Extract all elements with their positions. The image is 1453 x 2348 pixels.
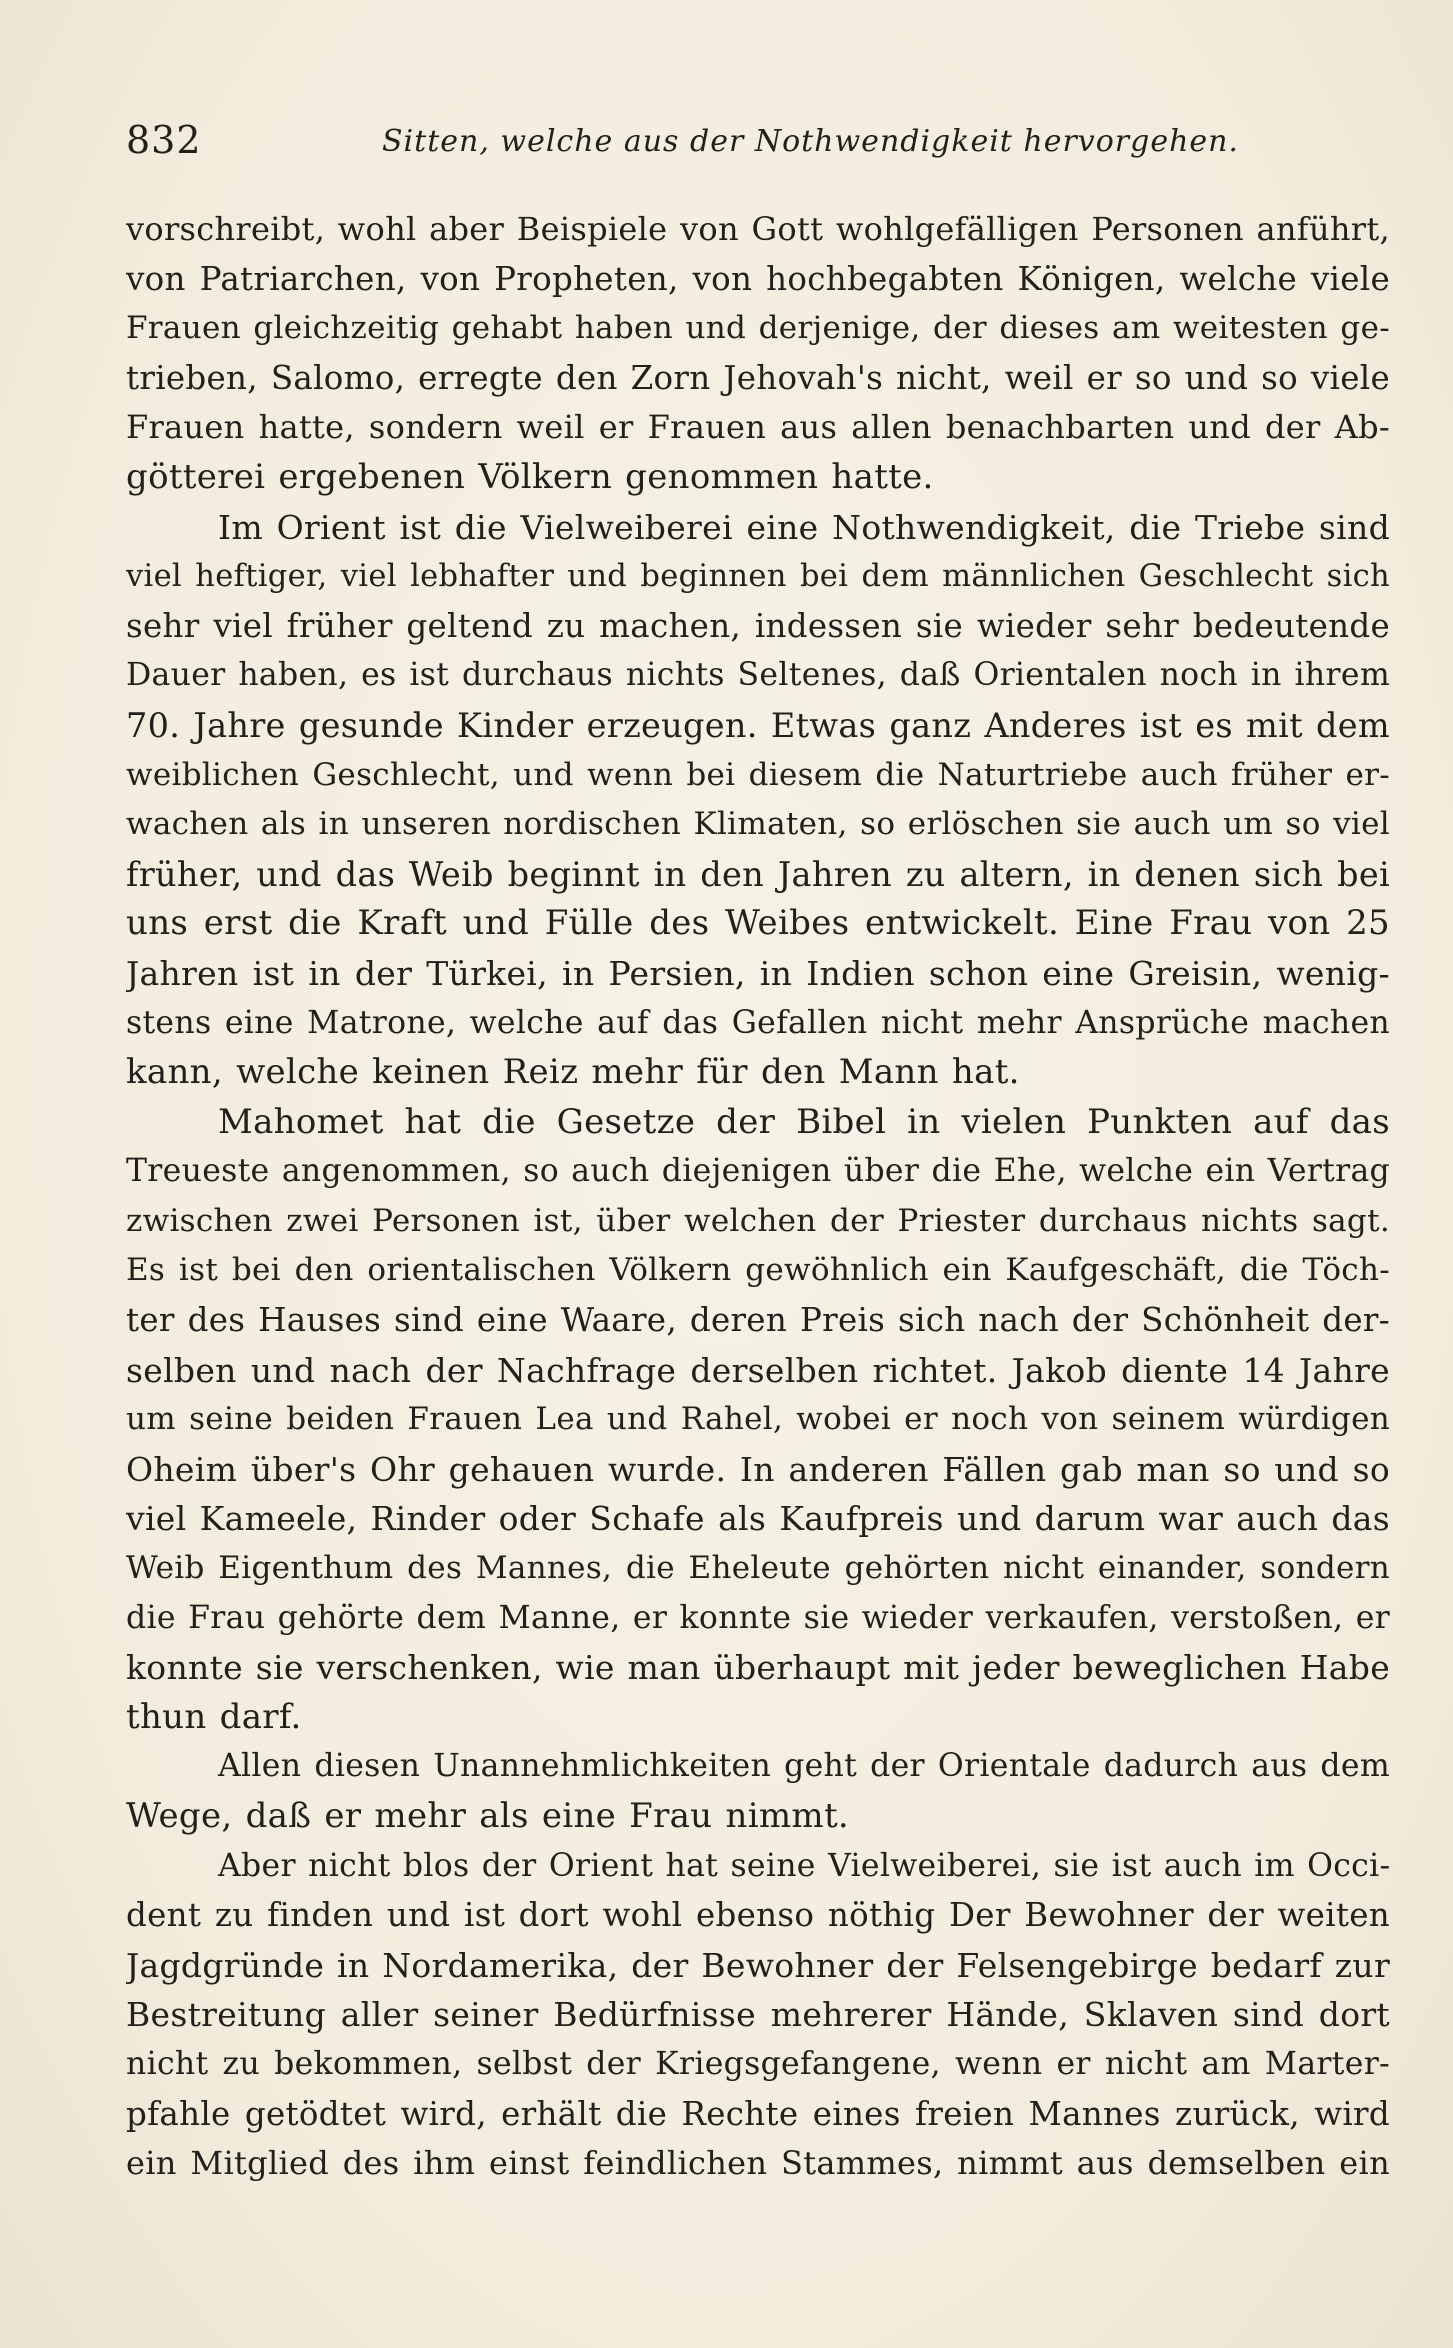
text-line: die Frau gehörte dem Manne, er konnte sie wieder verkaufen, verstoßen, er bbox=[126, 1599, 1390, 1636]
text-line: nicht zu bekommen, selbst der Kriegsgefangene, wenn er nicht am Marter- bbox=[126, 2045, 1390, 2082]
text-line: zwischen zwei Personen ist, über welchen der Priester durchaus nichts sagt. bbox=[126, 1202, 1390, 1239]
text-line: von Patriarchen, von Propheten, von hochbegabten Königen, welche viele bbox=[126, 259, 1390, 298]
text-line: Jahren ist in der Türkei, in Persien, in Indien schon eine Greisin, wenig- bbox=[126, 953, 1390, 993]
text-line: Bestreitung aller seiner Bedürfnisse mehrerer Hände, Sklaven sind dort bbox=[126, 1995, 1390, 2035]
text-line: pfahle getödtet wird, erhält die Rechte eines freien Mannes zurück, wird bbox=[126, 2094, 1390, 2133]
text-line: früher, und das Weib beginnt in den Jahren zu altern, in denen sich bei bbox=[126, 854, 1390, 894]
text-line: uns erst die Kraft und Fülle des Weibes entwickelt. Eine Frau von 25 bbox=[126, 903, 1390, 944]
text-line: wachen als in unseren nordischen Klimaten, so erlöschen sie auch um so viel bbox=[126, 806, 1390, 843]
text-line: Jagdgründe in Nordamerika, der Bewohner der Felsengebirge bedarf zur bbox=[126, 1945, 1390, 1985]
text-line: sehr viel früher geltend zu machen, indessen sie wieder sehr bedeutende bbox=[126, 606, 1390, 645]
text-line: Frauen hatte, sondern weil er Frauen aus allen benachbarten und der Ab- bbox=[126, 408, 1390, 447]
text-line: stens eine Matrone, welche auf das Gefallen nicht mehr Ansprüche machen bbox=[126, 1004, 1390, 1041]
text-line: thun darf. bbox=[126, 1696, 302, 1737]
text-line: vorschreibt, wohl aber Beispiele von Gott wohlgefälligen Personen anführt, bbox=[126, 210, 1390, 248]
text-line: um seine beiden Frauen Lea und Rahel, wobei er noch von seinem würdigen bbox=[126, 1401, 1390, 1438]
page-number: 832 bbox=[126, 118, 202, 162]
text-line: viel Kameele, Rinder oder Schafe als Kaufpreis und darum war auch das bbox=[126, 1499, 1390, 1539]
text-line: viel heftiger, viel lebhafter und beginnen bei dem männlichen Geschlecht sich bbox=[126, 559, 1390, 595]
text-line: götterei ergebenen Völkern genommen hatte. bbox=[126, 456, 934, 497]
text-line: weiblichen Geschlecht, und wenn bei diesem die Naturtriebe auch früher er- bbox=[126, 756, 1390, 793]
text-line: ter des Hauses sind eine Waare, deren Preis sich nach der Schönheit der- bbox=[126, 1301, 1390, 1340]
text-line: Wege, daß er mehr als eine Frau nimmt. bbox=[126, 1796, 850, 1836]
text-line: Aber nicht blos der Orient hat seine Vielweiberei, sie ist auch im Occi- bbox=[218, 1847, 1390, 1884]
text-line: kann, welche keinen Reiz mehr für den Mann hat. bbox=[126, 1052, 1020, 1093]
running-head: Sitten, welche aus der Nothwendigkeit hervorgehen. bbox=[382, 124, 1240, 159]
page-header bbox=[126, 118, 1386, 178]
text-line: 70. Jahre gesunde Kinder erzeugen. Etwas ganz Anderes ist es mit dem bbox=[126, 705, 1390, 745]
text-line: Es ist bei den orientalischen Völkern gewöhnlich ein Kaufgeschäft, die Töch- bbox=[126, 1252, 1390, 1289]
text-line: ein Mitglied des ihm einst feindlichen Stammes, nimmt aus demselben ein bbox=[126, 2144, 1390, 2183]
text-line: selben und nach der Nachfrage derselben richtet. Jakob diente 14 Jahre bbox=[126, 1350, 1390, 1390]
text-line: trieben, Salomo, erregte den Zorn Jehovah's nicht, weil er so und so viele bbox=[126, 358, 1390, 397]
body-text bbox=[126, 205, 1390, 2189]
text-line: konnte sie verschenken, wie man überhaupt mit jeder beweglichen Habe bbox=[126, 1648, 1390, 1688]
text-line: Frauen gleichzeitig gehabt haben und derjenige, der dieses am weitesten ge- bbox=[126, 310, 1390, 347]
text-line: Dauer haben, es ist durchaus nichts Seltenes, daß Orientalen noch in ihrem bbox=[126, 657, 1390, 694]
text-line: Im Orient ist die Vielweiberei eine Nothwendigkeit, die Triebe sind bbox=[218, 507, 1390, 547]
text-line: Weib Eigenthum des Mannes, die Eheleute gehörten nicht einander, sondern bbox=[126, 1550, 1390, 1587]
text-line: Allen diesen Unannehmlichkeiten geht der Orientale dadurch aus dem bbox=[218, 1748, 1390, 1785]
text-line: dent zu finden und ist dort wohl ebenso nöthig Der Bewohner der weiten bbox=[126, 1896, 1390, 1935]
text-line: Mahomet hat die Gesetze der Bibel in vielen Punkten auf das bbox=[218, 1101, 1390, 1142]
text-line: Treueste angenommen, so auch diejenigen über die Ehe, welche ein Vertrag bbox=[126, 1153, 1390, 1190]
text-line: Oheim über's Ohr gehauen wurde. In anderen Fällen gab man so und so bbox=[126, 1449, 1390, 1489]
